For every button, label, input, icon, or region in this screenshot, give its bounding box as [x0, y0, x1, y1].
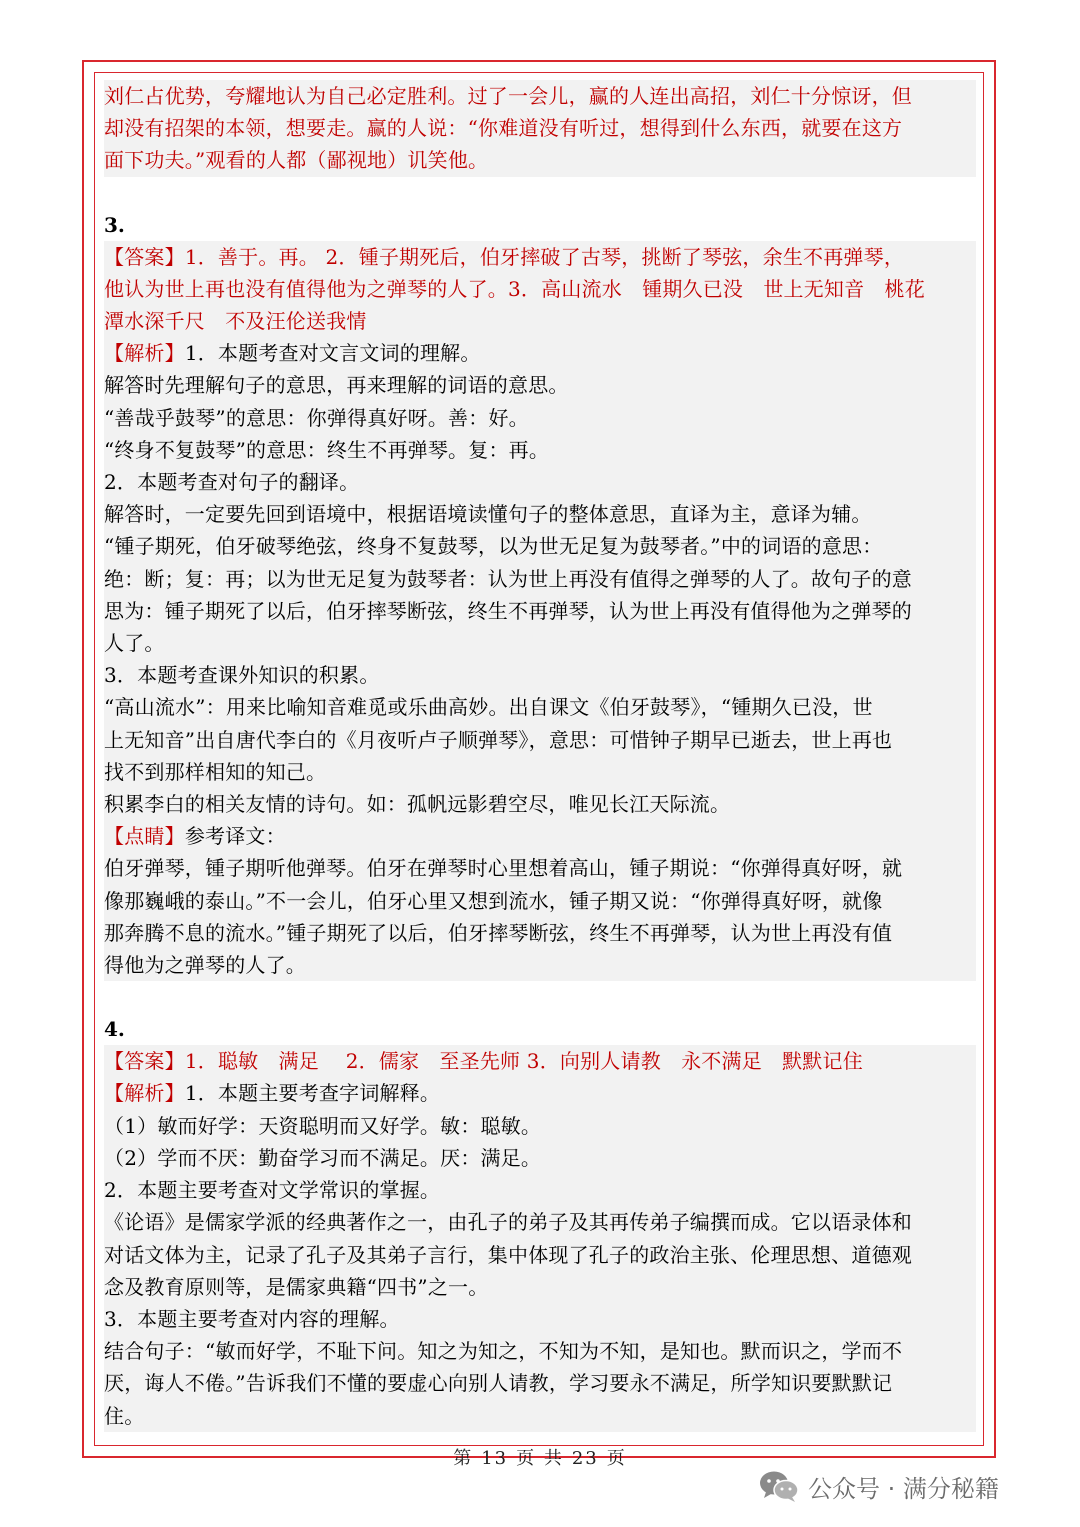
- analysis-tag: 【解析】: [104, 341, 185, 366]
- answer-tag: 【答案】: [104, 1049, 185, 1074]
- q3-analysis-line: 找不到那样相知的知己。: [104, 759, 327, 784]
- wechat-icon: [758, 1469, 800, 1503]
- footer-page-number: 13: [481, 1448, 509, 1469]
- footer-prefix: 第: [453, 1448, 474, 1469]
- footer-total-pages: 23: [571, 1448, 599, 1469]
- q4-analysis-line: （1）敏而好学：天资聪明而又好学。敏：聪敏。: [104, 1113, 542, 1138]
- top-line-1: 刘仁占优势，夸耀地认为自己必定胜利。过了一会儿，赢的人连出高招，刘仁十分惊讶，但: [104, 84, 912, 108]
- q4-answer-text: 1．聪敏 满足 2．儒家 至圣先师 3．向别人请教 永不满足 默默记住: [184, 1049, 863, 1074]
- q3-analysis-line: 绝：断；复：再；以为世无足复为鼓琴者：认为世上再没有值得之弹琴的人了。故句子的意: [104, 566, 912, 591]
- q3-point-line-1: [104, 820, 976, 852]
- q3-answer-line-1: [104, 241, 976, 273]
- q4-analysis-line: 念及教育原则等，是儒家典籍“四书”之一。: [104, 1274, 489, 1299]
- q3-analysis-line: “善哉乎鼓琴”的意思：你弹得真好呀。善：好。: [104, 405, 529, 430]
- q4-analysis-line: 2．本题主要考查对文学常识的掌握。: [104, 1178, 441, 1203]
- q3-answer-text: 1．善于。再。 2．锺子期死后，伯牙摔破了古琴，挑断了琴弦，余生不再弹琴，: [184, 244, 905, 269]
- section-top-block: [104, 80, 976, 177]
- q3-analysis-line: “高山流水”：用来比喻知音难觅或乐曲高妙。出自课文《伯牙鼓琴》，“锺期久已没，世: [104, 695, 873, 720]
- q3-analysis-line: 上无知音”出自唐代李白的《月夜听卢子顺弹琴》，意思：可惜钟子期早已逝去，世上再也: [104, 727, 893, 752]
- question-3-block: [104, 241, 976, 982]
- q3-point-first: 参考译文：: [184, 824, 286, 849]
- q3-point-line: 伯牙弹琴，锺子期听他弹琴。伯牙在弹琴时心里想着高山，锺子期说：“你弹得真好呀，就: [104, 856, 903, 881]
- footer-middle: 页 共: [516, 1448, 564, 1469]
- watermark: [758, 1466, 999, 1506]
- q4-analysis-line: 3．本题主要考查对内容的理解。: [104, 1306, 400, 1331]
- top-line-3: 面下功夫。”观看的人都（鄙视地）讥笑他。: [104, 148, 489, 173]
- q3-analysis-line: “终身不复鼓琴”的意思：终生不再弹琴。复：再。: [104, 437, 550, 462]
- q3-analysis-line-1: [104, 337, 976, 369]
- page-content: [104, 80, 976, 1432]
- q3-analysis-first: 1．本题考查对文言文词的理解。: [184, 341, 481, 366]
- q3-analysis-line: 积累李白的相关友情的诗句。如：孤帆远影碧空尽，唯见长江天际流。: [104, 792, 731, 817]
- analysis-tag: 【解析】: [104, 1081, 185, 1106]
- question-4-number: 4.: [104, 1017, 125, 1042]
- q3-point-line: 像那巍峨的泰山。”不一会儿，伯牙心里又想到流水，锺子期又说：“你弹得真好呀，就像: [104, 888, 883, 913]
- footer-suffix: 页: [606, 1448, 627, 1469]
- point-tag: 【点睛】: [104, 824, 185, 849]
- question-4-block: [104, 1045, 976, 1431]
- q4-analysis-line: 结合句子：“敏而好学，不耻下问。知之为知之，不知为不知，是知也。默而识之，学而不: [104, 1339, 903, 1364]
- q4-analysis-line-1: [104, 1077, 976, 1109]
- q4-answer-line: [104, 1045, 976, 1077]
- q3-analysis-line: 思为：锺子期死了以后，伯牙摔琴断弦，终生不再弹琴，认为世上再没有值得他为之弹琴的: [104, 598, 912, 623]
- q3-analysis-line: 2．本题考查对句子的翻译。: [104, 470, 360, 495]
- question-3-number: 3.: [104, 212, 125, 237]
- q3-point-line: 得他为之弹琴的人了。: [104, 953, 306, 978]
- q3-point-line: 那奔腾不息的流水。”锺子期死了以后，伯牙摔琴断弦，终生不再弹琴，认为世上再没有值: [104, 920, 893, 945]
- q3-analysis-line: 解答时先理解句子的意思，再来理解的词语的意思。: [104, 373, 569, 398]
- q4-analysis-first: 1．本题主要考查字词解释。: [184, 1081, 441, 1106]
- q4-analysis-line: 《论语》是儒家学派的经典著作之一，由孔子的弟子及其再传弟子编撰而成。它以语录体和: [104, 1210, 912, 1235]
- top-line-2: 却没有招架的本领，想要走。赢的人说：“你难道没有听过，想得到什么东西，就要在这方: [104, 116, 903, 141]
- q3-analysis-line: 解答时，一定要先回到语境中，根据语境读懂句子的整体意思，直译为主，意译为辅。: [104, 502, 872, 527]
- q3-analysis-line: 3．本题考查课外知识的积累。: [104, 663, 380, 688]
- q3-answer-line-2: 他认为世上再也没有值得他为之弹琴的人了。3．高山流水 锺期久已没 世上无知音 桃花: [104, 276, 925, 301]
- q3-analysis-line: “锺子期死，伯牙破琴绝弦，终身不复鼓琴，以为世无足复为鼓琴者。”中的词语的意思：: [104, 534, 883, 559]
- q4-analysis-line: 住。: [104, 1403, 145, 1428]
- q3-analysis-line: 人了。: [104, 631, 165, 656]
- watermark-text: 公众号 · 满分秘籍: [808, 1474, 999, 1503]
- answer-tag: 【答案】: [104, 244, 185, 269]
- q4-analysis-line: 厌，诲人不倦。”告诉我们不懂的要虚心向别人请教，学习要永不满足，所学知识要默默记: [104, 1371, 893, 1396]
- q3-answer-line-3: 潭水深千尺 不及汪伦送我情: [104, 309, 367, 334]
- q4-analysis-line: 对话文体为主，记录了孔子及其弟子言行，集中体现了孔子的政治主张、伦理思想、道德观: [104, 1242, 912, 1267]
- q4-analysis-line: （2）学而不厌：勤奋学习而不满足。厌：满足。: [104, 1145, 542, 1170]
